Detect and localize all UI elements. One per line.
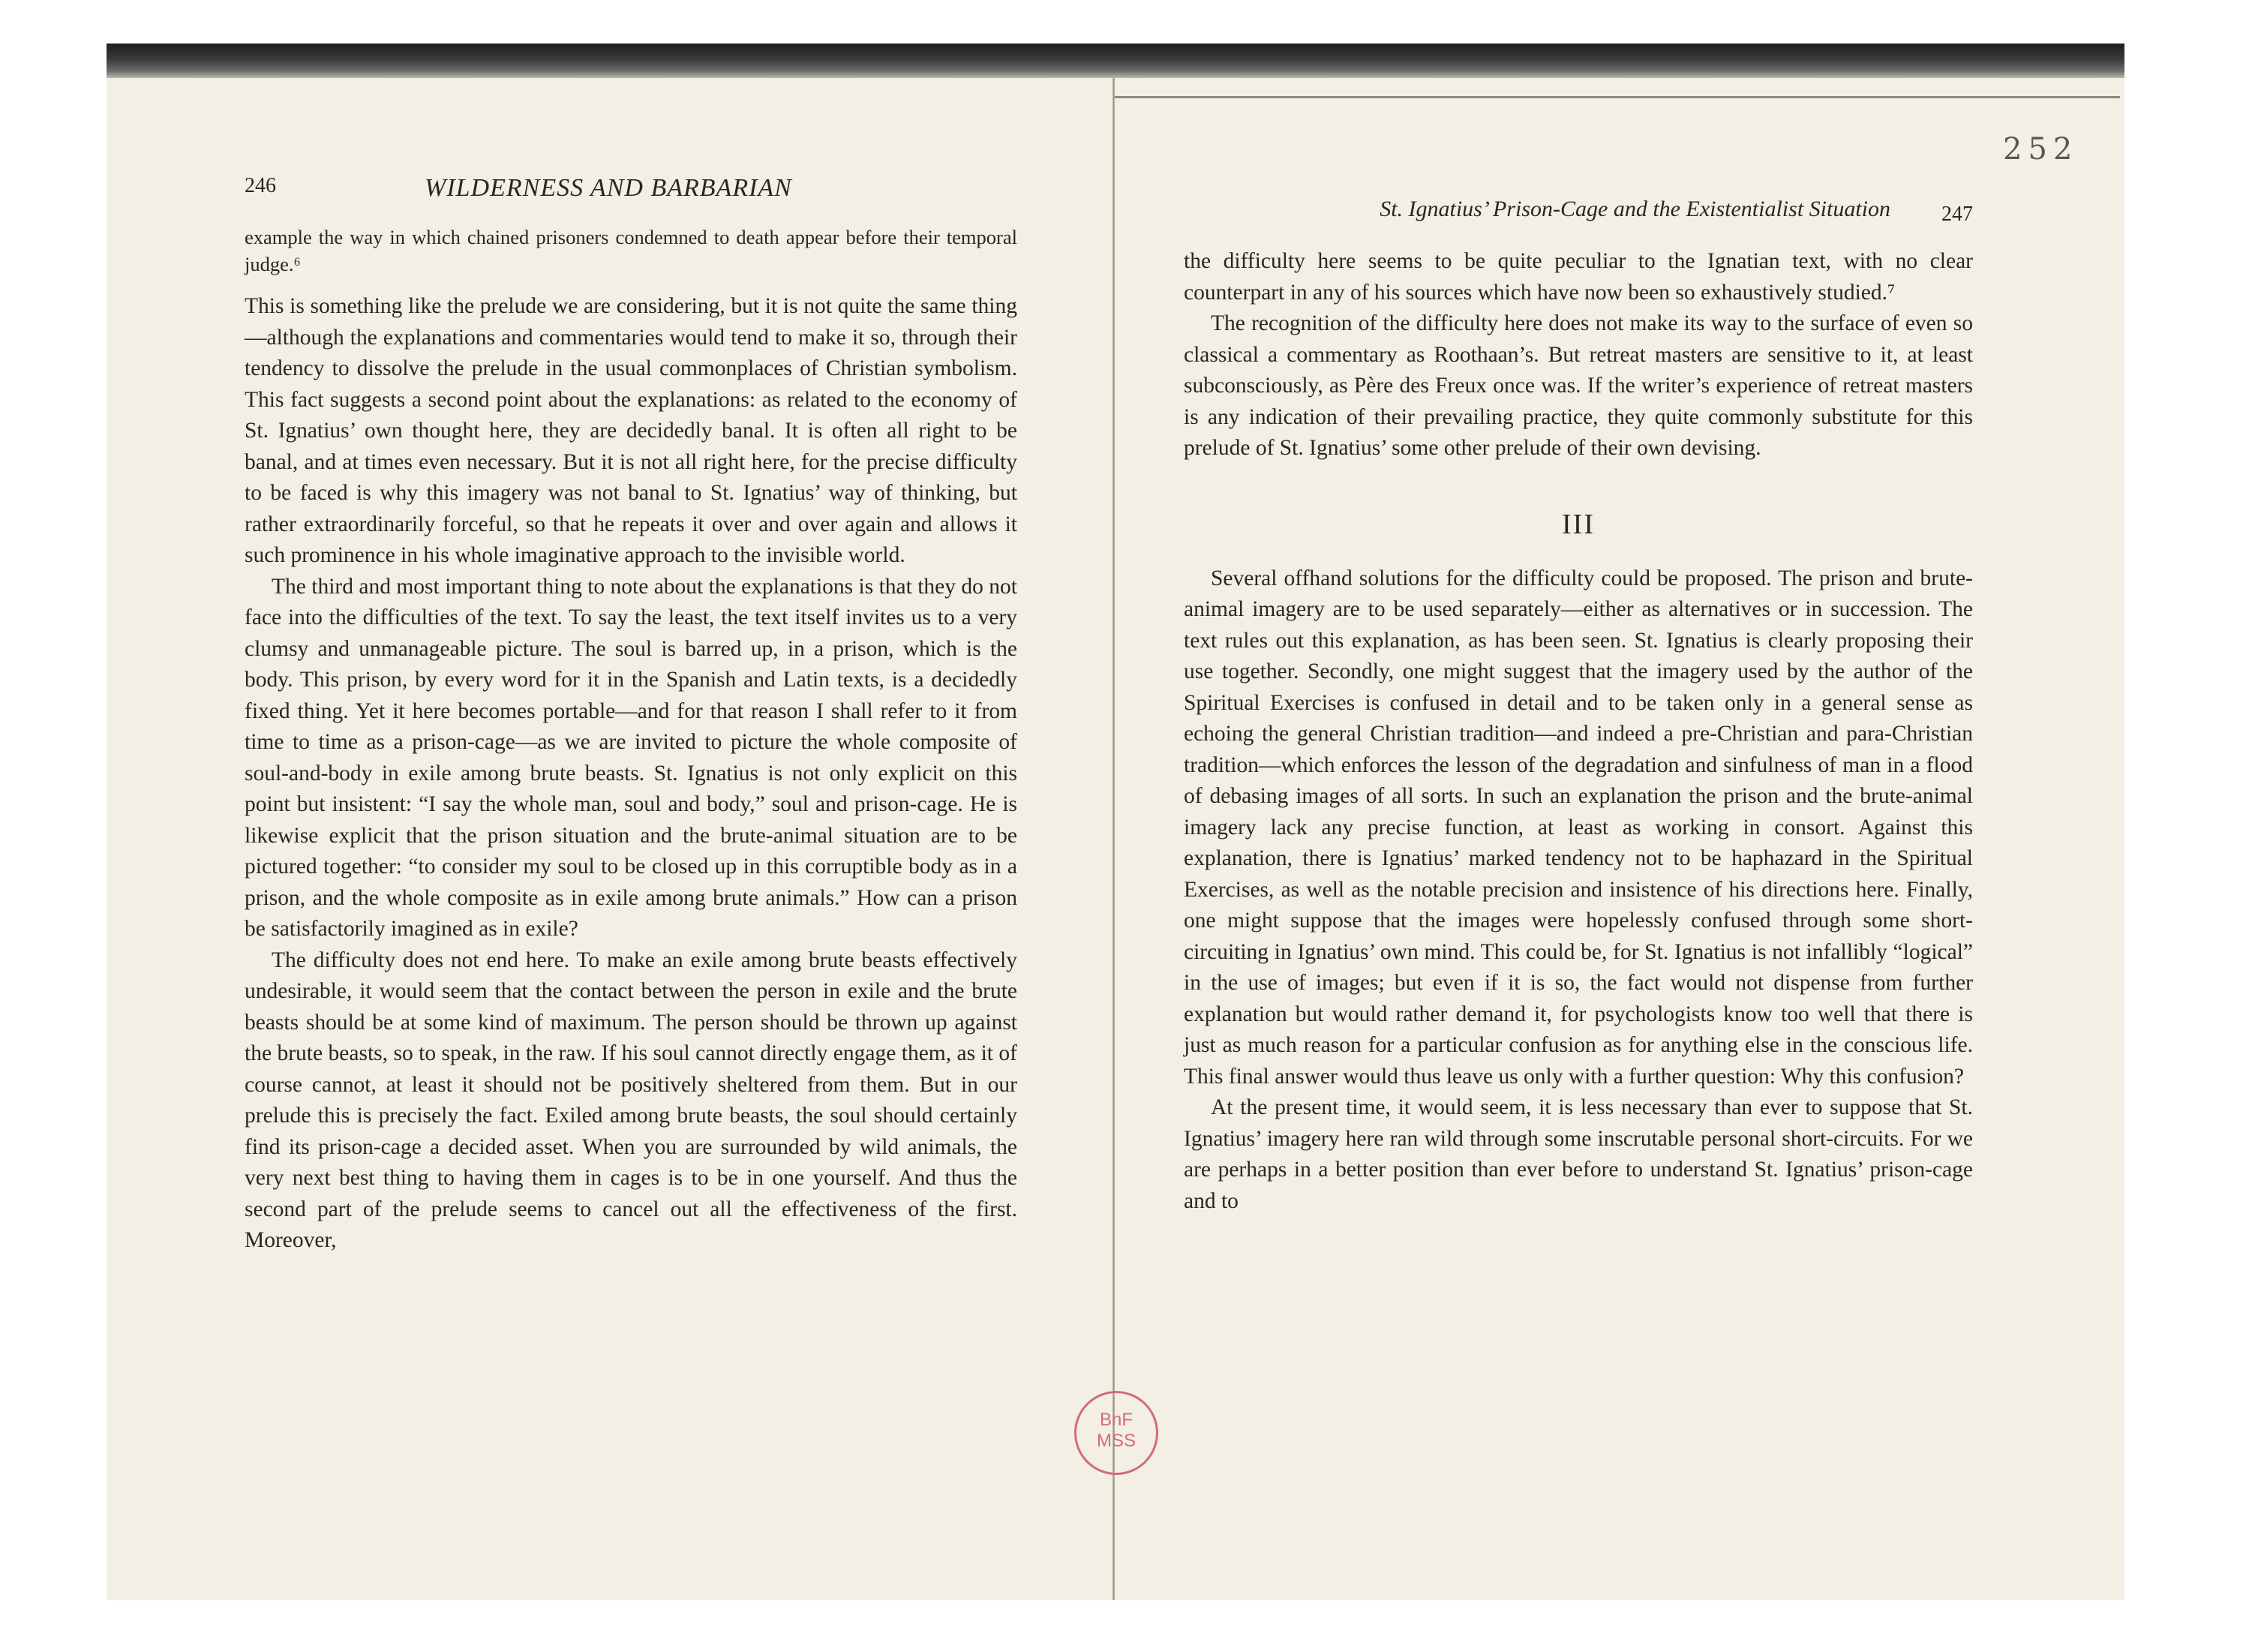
right-page bbox=[1184, 197, 1973, 1217]
right-running-head: St. Ignatius’ Prison-Cage and the Existentialist Situation bbox=[1380, 197, 1890, 221]
scan-top-shadow bbox=[107, 44, 2124, 78]
paragraph: At the present time, it would seem, it is less necessary than ever to suppose that St. Ignatius’ imagery here ran wild through some inscrutable personal short-circuits. For we are perhaps in a better position than ever before to understand St. Ignatius’ prison-cage and to bbox=[1184, 1095, 1973, 1213]
left-running-head: WILDERNESS AND BARBARIAN bbox=[425, 174, 792, 202]
page-edge-line bbox=[1115, 96, 2120, 98]
paragraph: The difficulty does not end here. To make an exile among brute beasts effectively undesirable, it would seem that the contact between the person in exile and the brute beasts should be at some kind of maximum. The person should be thrown up against the brute beasts, so to speak, in the raw. If his soul cannot directly engage them, as it of course cannot, at least it should not be positively sheltered from them. But in our prelude this is precisely the fact. Exiled among brute beasts, the soul should certainly find its prison-cage a decided asset. When you are surrounded by wild animals, the very next best thing to having them in cages is to be in one yourself. And thus the second part of the prelude seems to cancel out all the effectiveness of the first. Moreover, bbox=[245, 948, 1017, 1252]
left-page-number: 246 bbox=[245, 174, 276, 197]
left-page bbox=[245, 174, 1017, 1257]
paragraph: The third and most important thing to note about the explanations is that they do not face into the difficulties of the text. To say the least, the text itself invites us to a very clumsy and unmanageable picture. The soul is barred up, in a prison, which is the body. This prison, by every word for it in the Spanish and Latin texts, is a decidedly fixed thing. Yet it here becomes portable—and for that reason I shall refer to it from time to time as a prison-cage—as we are invited to picture the whole composite of soul-and-body in exile among brute beasts. St. Ignatius is not only explicit on this point but insistent: “I say the whole man, soul and body,” soul and prison-cage. He is likewise explicit that the prison situation and the brute-animal situation are to be pictured together: “to consider my soul to be closed up in this corruptible body as in a prison, and the whole composite as in exile among brute animals.” How can a prison be satisfactorily imagined as in exile? bbox=[245, 574, 1017, 941]
right-page-header bbox=[1184, 197, 1973, 231]
section-heading: III bbox=[1562, 508, 1595, 540]
left-page-header bbox=[245, 174, 1017, 209]
library-stamp bbox=[1074, 1391, 1158, 1475]
stamp-line: BnF bbox=[1099, 1410, 1133, 1430]
left-page-body bbox=[245, 224, 1017, 1257]
archive-folio-number: 252 bbox=[2003, 132, 2079, 167]
paragraph: The recognition of the difficulty here does not make its way to the surface of even so classical a commentary as Roothaan’s. But retreat masters are sensitive to it, at least subconsciously, as Père des Freux once was. If the writer’s experience of retreat masters is any indication of their prevailing practice, they quite commonly substitute for this prelude of St. Ignatius’ some other prelude of their own devising. bbox=[1184, 311, 1973, 460]
right-page-body bbox=[1184, 246, 1973, 1217]
right-page-number: 247 bbox=[1941, 203, 1973, 226]
paragraph: Several offhand solutions for the difficulty could be proposed. The prison and brute-animal imagery are to be used separately—either as alternatives or in succession. The text rules out this explanation, as has been seen. St. Ignatius is clearly proposing their use together. Secondly, one might suggest that the imagery used by the author of the Spiritual Exercises is confused in detail and to be taken only in a general sense as echoing the general Christian tradition—and indeed a pre-Christian and para-Christian tradition—which enforces the lesson of the degradation and sinfulness of man in a flood of debasing images of all sorts. In such an explanation the prison and the brute-animal imagery lack any precise function, at least as working in consort. Against this explanation, there is Ignatius’ marked tendency not to be haphazard in the Spiritual Exercises, as well as the notable precision and insistence of his directions here. Finally, one might suppose that the images were hopelessly confused through some short-circuiting in Ignatius’ own mind. This could be, for St. Ignatius is not infallibly “logical” in the use of images; but even if it is so, the fact would not dispense from further explanation but would rather demand it, for psychologists know too well that there is just as much reason for a particular confusion as for anything else in the conscious life. This final answer would thus leave us only with a further question: Why this confusion? bbox=[1184, 566, 1973, 1089]
paragraph: the difficulty here seems to be quite peculiar to the Ignatian text, with no clear counterpart in any of his sources which have now been so exhaustively studied.⁷ bbox=[1184, 249, 1973, 305]
stamp-line: MSS bbox=[1096, 1431, 1136, 1451]
paragraph: example the way in which chained prisoners condemned to death appear before their temporal judge.⁶ bbox=[245, 226, 1017, 275]
paragraph: This is something like the prelude we are considering, but it is not quite the same thing—although the explanations and commentaries would tend to make it so, through their tendency to dissolve the prelude in the usual commonplaces of Christian symbolism. This fact suggests a second point about the explanations: as related to the economy of St. Ignatius’ own thought here, they are decidedly banal. It is often all right to be banal, and at times even necessary. But it is not all right here, for the precise difficulty to be faced is why this imagery was not banal to St. Ignatius’ way of thinking, but rather extraordinarily forceful, so that he repeats it over and over again and allows it such prominence in his whole imaginative approach to the invisible world. bbox=[245, 294, 1017, 567]
book-gutter bbox=[1112, 78, 1115, 1600]
